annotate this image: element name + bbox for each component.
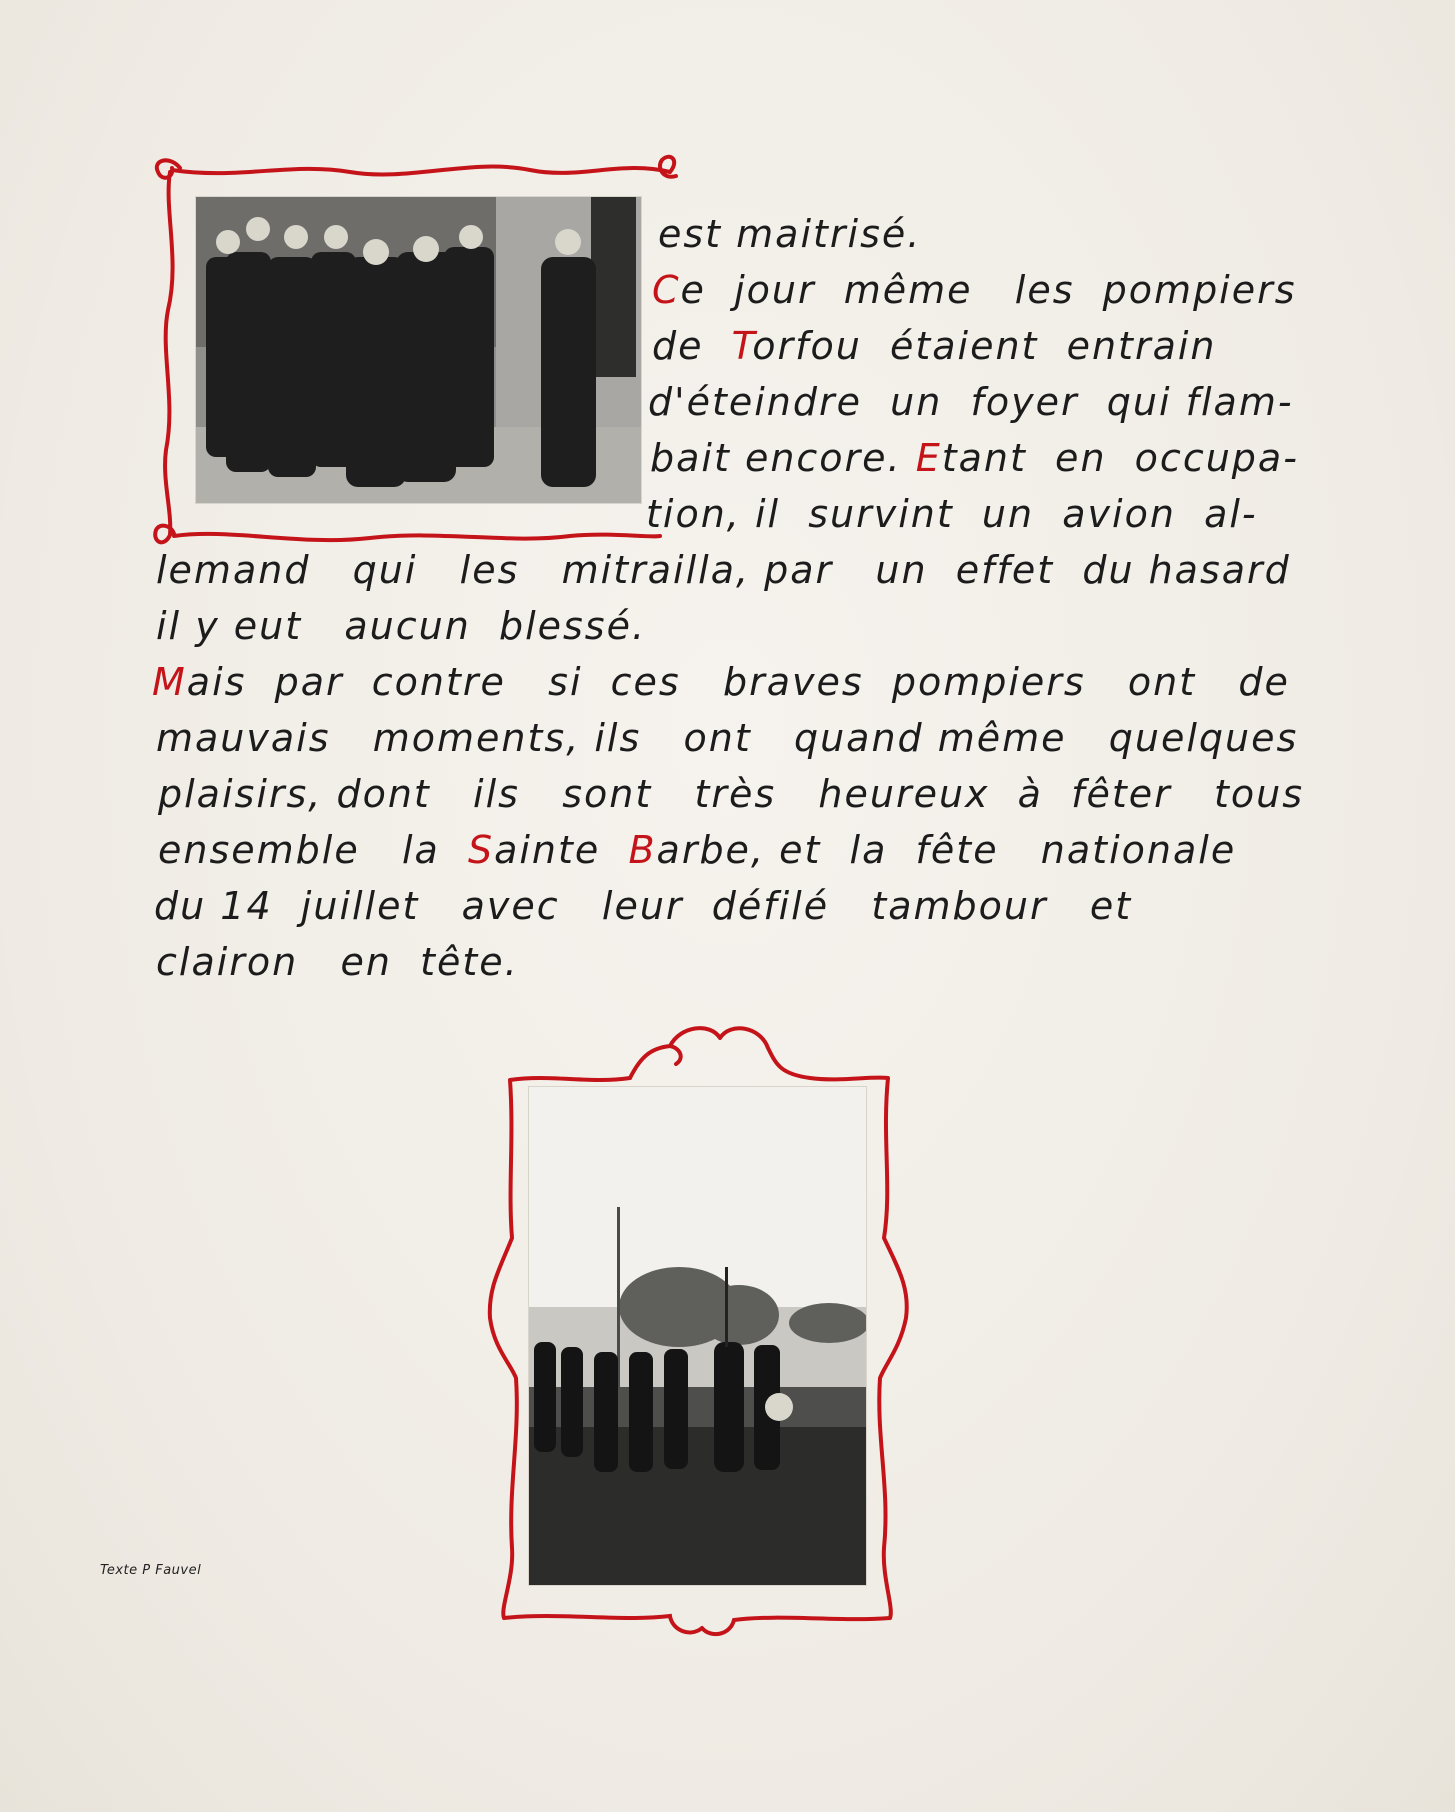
red-initial-letter: T [731,324,753,368]
text-segment: mauvais moments, ils ont quand même quelques [156,716,1299,760]
text-line-11 [158,772,1304,816]
firefighters-group-photo [196,197,641,503]
text-line-10 [156,716,1298,760]
red-initial-letter: S [467,828,495,872]
text-segment: ais par contre si ces braves pompiers ont de [186,660,1290,704]
text-segment: d'éteindre un foyer qui flam- [648,380,1294,424]
parade-photo [529,1087,866,1585]
text-segment: e jour même les pompiers [680,268,1297,312]
text-line-6 [646,492,1258,536]
red-initial-letter: B [628,828,657,872]
text-line-8 [156,604,646,648]
text-line-13 [154,884,1132,928]
text-line-1 [658,212,921,256]
text-segment: du 14 juillet avec leur défilé tambour et [154,884,1133,928]
text-segment: il y eut aucun blessé. [156,604,647,648]
red-initial-letter: M [152,660,187,704]
text-segment: tion, il survint un avion al- [646,492,1258,536]
text-segment: bait encore. [650,436,916,480]
text-line-4 [648,380,1294,424]
text-segment: clairon en tête. [156,940,519,984]
text-segment: ainte [494,828,629,872]
text-line-14 [156,940,519,984]
text-segment: est maitrisé. [658,212,922,256]
text-line-2 [652,268,1297,312]
text-segment: arbe, et la fête nationale [656,828,1237,872]
text-segment: de [652,324,732,368]
text-segment: lemand qui les mitrailla, par un effet du hasard [156,548,1291,592]
text-segment: ensemble la [158,828,468,872]
red-initial-letter: C [652,268,681,312]
red-initial-letter: E [915,436,942,480]
text-line-3 [652,324,1217,368]
text-line-5 [650,436,1299,480]
text-line-9 [152,660,1290,704]
text-segment: orfou étaient entrain [752,324,1217,368]
text-credit: Texte P Fauvel [100,1563,202,1578]
text-segment: tant en occupa- [941,436,1299,480]
text-line-7 [156,548,1291,592]
text-segment: plaisirs, dont ils sont très heureux à fêter tous [158,772,1305,816]
text-line-12 [158,828,1236,872]
